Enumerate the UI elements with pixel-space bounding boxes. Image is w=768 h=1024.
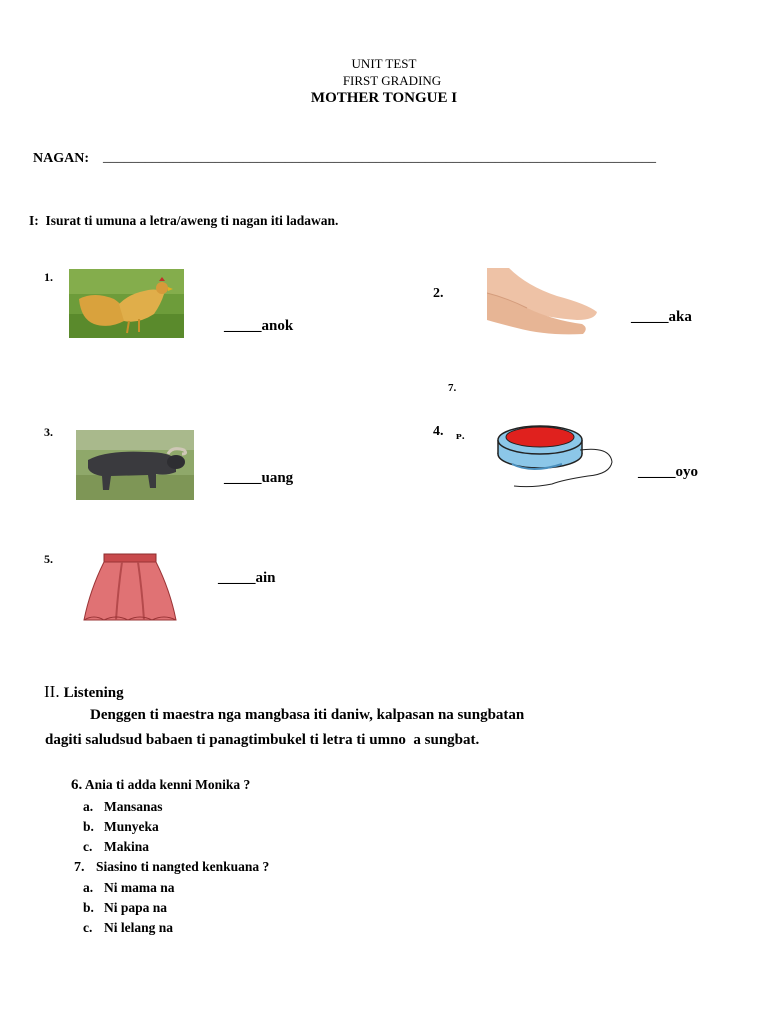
question-6-number: 6.: [71, 777, 83, 793]
choice-letter: c.: [83, 839, 93, 854]
q7-choice-b[interactable]: [83, 900, 167, 916]
item-4-stray-mark: ᴩ.: [456, 430, 465, 442]
name-field[interactable]: _______________________________________________________________________________: [103, 150, 656, 165]
feet-picture: [487, 268, 600, 336]
item-2-blank[interactable]: _____aka: [631, 309, 692, 325]
item-3-number: 3.: [44, 425, 53, 439]
part2-paragraph-line1: Denggen ti maestra nga mangbasa iti daniw, kalpasan na sungbatan: [90, 707, 525, 723]
part1-instruction: I: Isurat ti umuna a letra/aweng ti nagan iti ladawan.: [29, 213, 339, 228]
item-3-blank[interactable]: _____uang: [224, 470, 294, 486]
q7-choice-c[interactable]: [83, 920, 173, 936]
header-line1: UNIT TEST: [351, 56, 417, 71]
choice-text: Ni papa na: [104, 900, 168, 915]
part2-paragraph-line2: dagiti saludsud babaen ti panagtimbukel ti letra ti umno a sungbat.: [45, 732, 480, 748]
choice-letter: c.: [83, 920, 93, 935]
question-7: [74, 859, 269, 876]
yoyo-picture: [492, 418, 616, 493]
choice-text: Mansanas: [104, 799, 163, 814]
item-4-number: 4.: [433, 424, 444, 439]
choice-letter: a.: [83, 880, 94, 895]
question-6: [71, 777, 250, 794]
item-1-number: 1.: [44, 270, 53, 284]
stray-number: 7.: [448, 382, 457, 394]
chicken-picture: [69, 269, 184, 338]
choice-text: Makina: [104, 839, 150, 854]
question-7-text: Siasino ti nangted kenkuana ?: [96, 859, 270, 874]
item-2-number: 2.: [433, 286, 444, 301]
item-5-blank[interactable]: _____ain: [218, 570, 276, 586]
name-label: NAGAN:: [33, 151, 89, 166]
skirt-picture: [82, 550, 178, 626]
choice-text: Ni mama na: [104, 880, 175, 895]
choice-text: Ni lelang na: [104, 920, 174, 935]
q7-choice-a[interactable]: [83, 880, 175, 896]
page-title: MOTHER TONGUE I: [310, 90, 458, 106]
question-6-text: Ania ti adda kenni Monika ?: [84, 777, 251, 792]
item-1-blank[interactable]: _____anok: [224, 318, 294, 334]
q6-choice-b[interactable]: [83, 819, 159, 835]
part2-heading: [44, 682, 124, 702]
choice-letter: a.: [83, 799, 94, 814]
choice-letter: b.: [83, 900, 94, 915]
header-line2: FIRST GRADING: [342, 73, 442, 88]
question-7-number: 7.: [74, 860, 85, 875]
q6-choice-c[interactable]: [83, 839, 149, 855]
q6-choice-a[interactable]: [83, 799, 163, 815]
item-5-number: 5.: [44, 552, 53, 566]
choice-text: Munyeka: [104, 819, 159, 834]
part2-roman: II.: [44, 682, 60, 701]
part2-title: Listening: [63, 685, 124, 701]
carabao-picture: [76, 430, 194, 500]
choice-letter: b.: [83, 819, 94, 834]
item-4-blank[interactable]: _____oyo: [638, 464, 698, 480]
